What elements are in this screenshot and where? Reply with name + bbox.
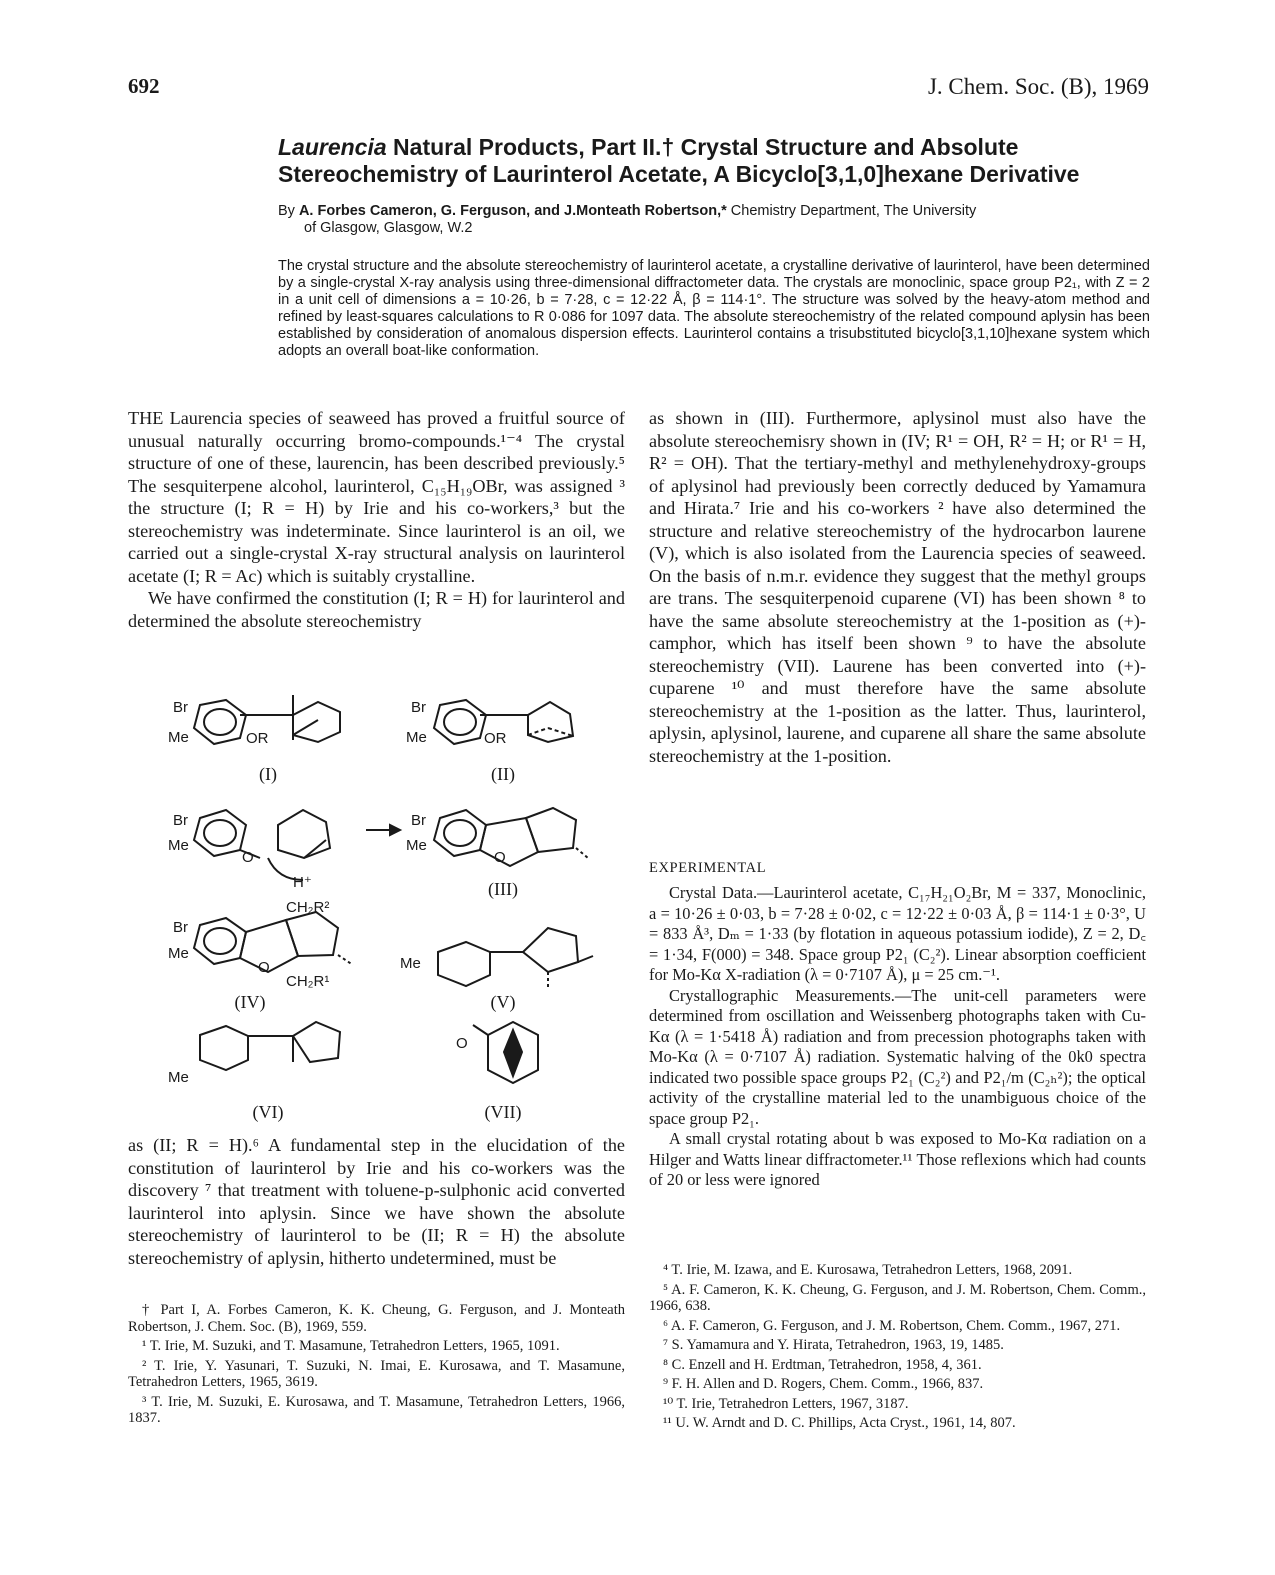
structure-V	[438, 928, 593, 988]
right-column-intro	[649, 407, 1146, 767]
structure-reaction	[194, 810, 400, 880]
footnote-6: ⁶ A. F. Cameron, G. Ferguson, and J. M. Robertson, Chem. Comm., 1967, 271.	[663, 1317, 1121, 1334]
atom-o-VII: O	[456, 1035, 468, 1052]
paragraph-crystal-data: Crystal Data.—Laurinterol acetate, C₁₇H₂₁O₂Br, M = 337, Monoclinic, a = 10·26 ± 0·03, b = 7·28 ± 0·02, c = 12·22 ± 0·03 Å, β = 114·1 ± 0·3°, U = 833 Å³, Dₘ = 1·33 (by flotation in aqueous potassium iodide), Z = 2, D꜀ = 1·34, F(000) = 348. Space group P2₁ (C₂²). Linear absorption coefficient for Mo-Kα X-radiation (λ = 0·7107 Å), μ = 25 cm.⁻¹.	[649, 883, 1146, 984]
structure-VI	[200, 1022, 340, 1070]
atom-me-I: Me	[168, 729, 189, 746]
paragraph-intro: THE Laurencia species of seaweed has proved a fruitful source of unusual naturally occurring bromo-compounds.¹⁻⁴ The crystal structure of one of these, laurencin, has been described previously.⁵ The sesquiterpene alcohol, laurinterol, C₁₅H₁₉OBr, was assigned ³ the structure (I; R = H) by Irie and his co-workers,³ but the stereochemistry was indeterminate. Since laurinterol is an oil, we carried out a single-crystal X-ray structural analysis on laurinterol acetate (I; R = Ac) which is suitably crystalline.	[128, 408, 625, 586]
structure-IV	[194, 912, 353, 972]
title-rest: Natural Products, Part II.† Crystal Structure and Absolute Stereochemistry of Laurinterol Acetate, A Bicyclo[3,1,0]hexane Derivative	[278, 134, 1080, 187]
paragraph-crystallographic: Crystallographic Measurements.—The unit-cell parameters were determined from oscillation and Weissenberg photographs taken with Cu-Kα (λ = 1·5418 Å) radiation and from precession photographs taken with Mo-Kα (λ = 0·7107 Å) radiation. Systematic halving of the 0k0 spectra indicated two possible space groups P2₁ (C₂²) and P2₁/m (C₂ₕ²); the optical activity of the crystalline material led to the unambiguous choice of the space group P2₁.	[649, 985, 1146, 1128]
structure-III	[434, 808, 588, 866]
atom-ch2r2: CH₂R²	[286, 899, 330, 916]
experimental-heading: EXPERIMENTAL	[649, 860, 767, 876]
footnotes-right	[649, 1262, 1146, 1435]
paragraph-aplysin: as (II; R = H).⁶ A fundamental step in the elucidation of the constitution of laurinterol by Irie and his co-workers was the discovery ⁷ that treatment with toluene-p-sulphonic acid converted laurinterol into aplysin. Since we have shown the absolute stereochemistry of laurinterol to be (II; R = H) the absolute stereochemistry of aplysin, hitherto undetermined, must be	[128, 1135, 625, 1268]
footnote-10: ¹⁰ T. Irie, Tetrahedron Letters, 1967, 3187.	[663, 1395, 909, 1412]
atom-br-I: Br	[173, 699, 188, 716]
paragraph-diffractometer: A small crystal rotating about b was exposed to Mo-Kα radiation on a Hilger and Watts linear diffractometer.¹¹ Those reflexions which had counts of 20 or less were ignored	[649, 1129, 1146, 1189]
title-italic: Laurencia	[278, 134, 387, 160]
byline	[278, 203, 1158, 237]
left-column-continued	[128, 1134, 625, 1269]
label-I: (I)	[259, 764, 277, 784]
atom-me-IV: Me	[168, 945, 189, 962]
byline-prefix: By	[278, 203, 299, 219]
atom-me-III: Me	[406, 837, 427, 854]
affiliation-line-2: of Glasgow, Glasgow, W.2	[304, 220, 473, 236]
atom-o-reaction: O	[242, 849, 254, 866]
footnote-5: ⁵ A. F. Cameron, K. K. Cheung, G. Ferguson, and J. M. Robertson, Chem. Comm., 1966, 638.	[649, 1281, 1146, 1314]
page-number: 692	[128, 74, 160, 98]
label-VII: (VII)	[484, 1102, 522, 1122]
paragraph-stereochemistry: as shown in (III). Furthermore, aplysinol must also have the absolute stereochemisry shown in (IV; R¹ = OH, R² = H; or R¹ = H, R² = OH). That the tertiary-methyl and methylenehydroxy-groups of aplysinol had previously been correctly deduced by Yamamura and Hirata.⁷ Irie and his co-workers ² have also determined the structure and relative stereochemistry of the hydrocarbon laurene (V), which is also isolated from the Laurencia species of seaweed. On the basis of n.m.r. evidence they suggest that the methyl groups are trans. The sesquiterpenoid cuparene (VI) has been shown ⁸ to have the same absolute stereochemistry at the 1-position as (+)-camphor, which has itself been shown ⁹ to have the absolute stereochemistry (VII). Laurene has been converted into (+)-cuparene ¹⁰ and must therefore have the same absolute stereochemistry at the 1-position as the latter. Thus, laurinterol, aplysin, aplysinol, laurene, and cuparene all share the same absolute stereochemistry at the 1-position.	[649, 408, 1146, 766]
label-III: (III)	[488, 879, 518, 899]
atom-br-reaction: Br	[173, 812, 188, 829]
left-column-intro	[128, 407, 625, 632]
footnote-8: ⁸ C. Enzell and H. Erdtman, Tetrahedron, 1958, 4, 361.	[663, 1356, 982, 1373]
atom-or-I: OR	[246, 730, 269, 747]
journal-citation: J. Chem. Soc. (B), 1969	[927, 74, 1149, 99]
footnote-2: ² T. Irie, Y. Yasunari, T. Suzuki, N. Imai, E. Kurosawa, and T. Masamune, Tetrahedron Letters, 1965, 3619.	[128, 1357, 625, 1390]
atom-o-III: O	[494, 849, 506, 866]
footnotes-left	[128, 1302, 625, 1430]
atom-o-IV: O	[258, 959, 270, 976]
affiliation-line-1: Chemistry Department, The University	[726, 203, 977, 219]
atom-br-IV: Br	[173, 919, 188, 936]
footnote-11: ¹¹ U. W. Arndt and D. C. Phillips, Acta Cryst., 1961, 14, 807.	[663, 1415, 1016, 1431]
label-VI: (VI)	[252, 1102, 284, 1122]
abstract: The crystal structure and the absolute stereochemistry of laurinterol acetate, a crystalline derivative of laurinterol, have been determined by a single-crystal X-ray analysis using three-dimensional diffractometer data. The crystals are monoclinic, space group P2₁, with Z = 2 in a unit cell of dimensions a = 10·26, b = 7·28, c = 12·22 Å, β = 114·1°. The structure was solved by the heavy-atom method and refined by least-squares calculations to R 0·086 for 1097 data. The absolute stereochemistry of the related compound aplysin has been established by consideration of anomalous dispersion effects. Laurinterol contains a trisubstituted bicyclo[3,1,10]hexane system which adopts an overall boat-like conformation.	[278, 258, 1150, 359]
label-II: (II)	[491, 764, 515, 784]
atom-br-III: Br	[411, 812, 426, 829]
atom-me-reaction: Me	[168, 837, 189, 854]
footnote-7: ⁷ S. Yamamura and Y. Hirata, Tetrahedron, 1963, 19, 1485.	[663, 1337, 1004, 1353]
footnote-4: ⁴ T. Irie, M. Izawa, and E. Kurosawa, Tetrahedron Letters, 1968, 2091.	[663, 1262, 1073, 1278]
label-V: (V)	[490, 992, 516, 1012]
structure-diagrams	[128, 690, 625, 1130]
experimental-section	[649, 883, 1146, 1191]
structure-VII	[473, 1022, 538, 1083]
atom-me-II: Me	[406, 729, 427, 746]
atom-me-VI: Me	[168, 1069, 189, 1086]
atom-br-II: Br	[411, 699, 426, 716]
paragraph-confirmed: We have confirmed the constitution (I; R = H) for laurinterol and determined the absolute stereochemistry	[128, 588, 625, 631]
footnote-1: ¹ T. Irie, M. Suzuki, and T. Masamune, Tetrahedron Letters, 1965, 1091.	[142, 1338, 560, 1354]
footnote-9: ⁹ F. H. Allen and D. Rogers, Chem. Comm., 1966, 837.	[663, 1376, 984, 1392]
atom-hplus: H⁺	[293, 874, 312, 891]
atom-or-II: OR	[484, 730, 507, 747]
label-IV: (IV)	[234, 992, 266, 1012]
authors: A. Forbes Cameron, G. Ferguson, and J.Monteath Robertson,*	[298, 203, 727, 219]
atom-me-V: Me	[400, 955, 421, 972]
atom-ch2r1: CH₂R¹	[286, 973, 330, 990]
footnote-dagger: † Part I, A. Forbes Cameron, K. K. Cheung, G. Ferguson, and J. Monteath Robertson, J. Chem. Soc. (B), 1969, 559.	[128, 1302, 625, 1335]
footnote-3: ³ T. Irie, M. Suzuki, E. Kurosawa, and T. Masamune, Tetrahedron Letters, 1966, 1837.	[128, 1393, 625, 1426]
article-title	[278, 134, 1158, 188]
